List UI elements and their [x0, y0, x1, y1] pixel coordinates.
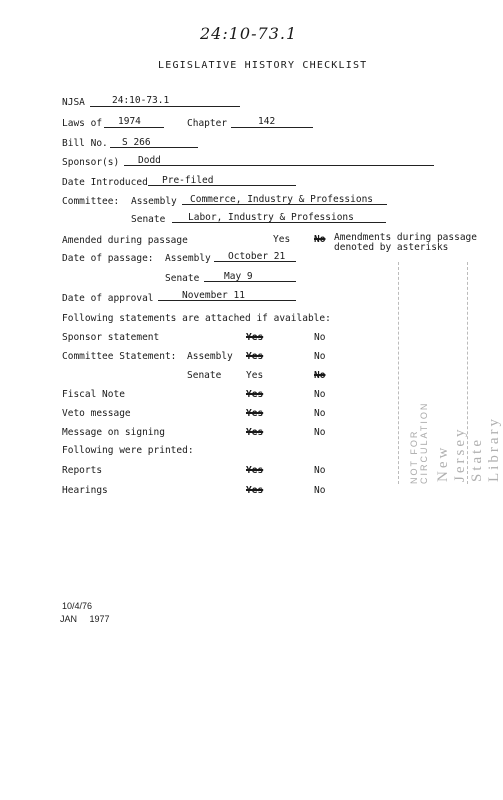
committee-assembly-value: Commerce, Industry & Professions	[190, 194, 374, 205]
date-introduced-label: Date Introduced	[62, 177, 148, 188]
chapter-underline	[231, 127, 313, 128]
date-approval-underline	[158, 300, 296, 301]
bill-label: Bill No.	[62, 138, 108, 149]
committee-senate-underline	[172, 222, 386, 223]
amended-no: No	[314, 234, 326, 245]
sponsor-label: Sponsor(s)	[62, 157, 120, 168]
laws-of-underline	[104, 127, 164, 128]
page-title: LEGISLATIVE HISTORY CHECKLIST	[158, 60, 368, 71]
footer-date-2: JAN 1977	[60, 614, 110, 624]
date-introduced-underline	[148, 185, 296, 186]
committee-assembly-label: Assembly	[131, 196, 177, 207]
committee-label: Committee:	[62, 196, 120, 207]
njsa-label: NJSA	[62, 97, 85, 108]
committee-statement-assembly-yes: Yes	[246, 351, 264, 362]
passage-senate-underline	[204, 281, 296, 282]
amended-yes: Yes	[273, 234, 291, 245]
sponsor-statement-yes: Yes	[246, 332, 264, 343]
reports-label: Reports	[62, 465, 103, 476]
njsa-underline	[90, 106, 240, 107]
chapter-label: Chapter	[187, 118, 228, 129]
sponsor-statement-label: Sponsor statement	[62, 332, 160, 343]
amended-note-2: denoted by asterisks	[334, 242, 449, 253]
veto-message-no: No	[314, 408, 326, 419]
chapter-value: 142	[258, 116, 276, 127]
committee-statement-senate-yes: Yes	[246, 370, 264, 381]
committee-statement-assembly-label: Assembly	[187, 351, 233, 362]
sponsor-statement-no: No	[314, 332, 326, 343]
reports-yes: Yes	[246, 465, 264, 476]
veto-message-label: Veto message	[62, 408, 131, 419]
library-stamp	[398, 262, 502, 484]
njsa-value: 24:10-73.1	[112, 95, 170, 106]
passage-assembly-underline	[214, 261, 296, 262]
footer-date-1: 10/4/76	[62, 601, 93, 611]
amended-note-1: Amendments during passage	[334, 232, 477, 243]
date-approval-value: November 11	[182, 290, 245, 301]
statements-heading: Following statements are attached if available:	[62, 313, 331, 324]
committee-statement-senate-label: Senate	[187, 370, 222, 381]
hearings-yes: Yes	[246, 485, 264, 496]
fiscal-note-yes: Yes	[246, 389, 264, 400]
sponsor-underline	[124, 165, 434, 166]
amended-label: Amended during passage	[62, 235, 188, 246]
printed-heading: Following were printed:	[62, 445, 194, 456]
passage-assembly-label: Assembly	[165, 253, 211, 264]
date-approval-label: Date of approval	[62, 293, 154, 304]
committee-statement-senate-no: No	[314, 370, 326, 381]
library-stamp-text: New Jersey State Library	[435, 416, 502, 482]
signing-message-no: No	[314, 427, 326, 438]
committee-statement-label: Committee Statement:	[62, 351, 177, 362]
signing-message-label: Message on signing	[62, 427, 165, 438]
fiscal-note-no: No	[314, 389, 326, 400]
committee-assembly-underline	[182, 204, 387, 205]
signing-message-yes: Yes	[246, 427, 264, 438]
passage-assembly-value: October 21	[228, 251, 286, 262]
bill-value: S 266	[122, 137, 151, 148]
handwritten-number: 24:10-73.1	[200, 24, 298, 43]
date-introduced-value: Pre-filed	[162, 175, 214, 186]
date-passage-label: Date of passage:	[62, 253, 154, 264]
committee-statement-assembly-no: No	[314, 351, 326, 362]
passage-senate-label: Senate	[165, 273, 200, 284]
passage-senate-value: May 9	[224, 271, 253, 282]
hearings-label: Hearings	[62, 485, 108, 496]
hearings-no: No	[314, 485, 326, 496]
laws-of-label: Laws of	[62, 118, 103, 129]
reports-no: No	[314, 465, 326, 476]
bill-underline	[110, 147, 198, 148]
laws-of-value: 1974	[118, 116, 141, 127]
committee-senate-value: Labor, Industry & Professions	[188, 212, 354, 223]
veto-message-yes: Yes	[246, 408, 264, 419]
library-stamp-text-2: NOT FOR CIRCULATION	[409, 401, 429, 484]
committee-senate-label: Senate	[131, 214, 166, 225]
fiscal-note-label: Fiscal Note	[62, 389, 125, 400]
sponsor-value: Dodd	[138, 155, 161, 166]
